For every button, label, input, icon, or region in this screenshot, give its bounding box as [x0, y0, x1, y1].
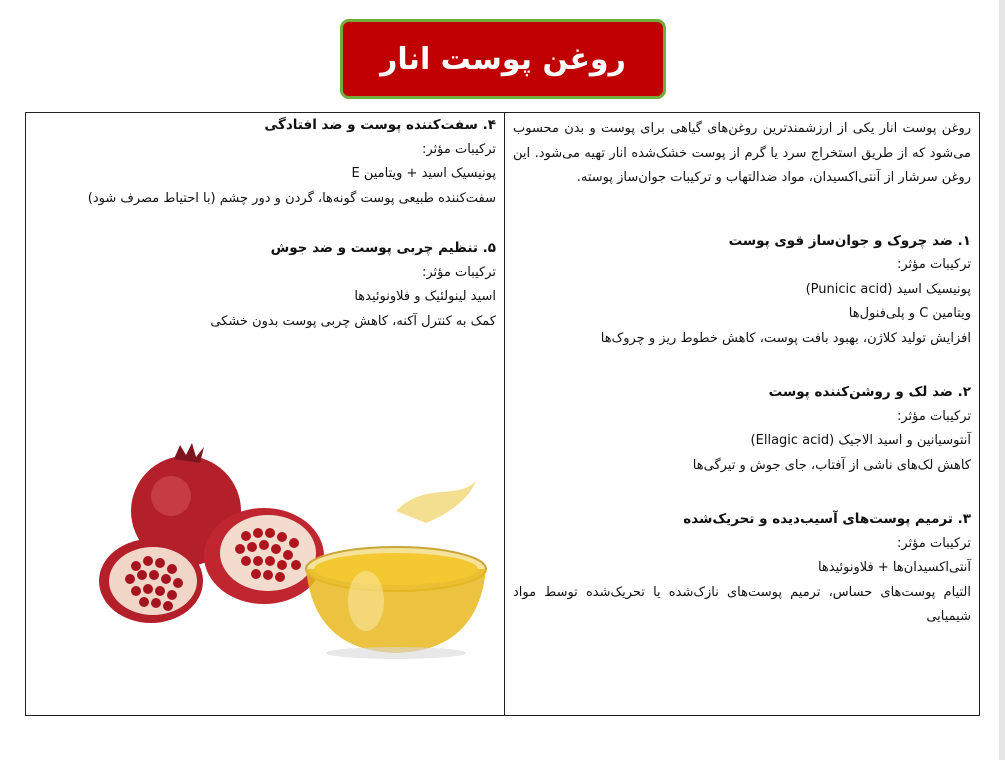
section-line: ترکیبات مؤثر:: [896, 408, 971, 424]
section-line: کاهش لک‌های ناشی از آفتاب، جای جوش و تیرگی‌ها: [692, 457, 971, 473]
section-line: التیام پوست‌های حساس، ترمیم پوست‌های نازک‌شده یا تحریک‌شده توسط مواد شیمیایی: [513, 584, 971, 624]
page-edge: [999, 0, 1005, 760]
section-line: پونیسیک اسید (Punicic acid): [805, 281, 971, 297]
section-title: ۱. ضد چروک و جوان‌ساز قوی پوست: [728, 232, 971, 249]
section-4: [34, 113, 496, 211]
section-line: سفت‌کننده طبیعی پوست گونه‌ها، گردن و دور چشم (با احتیاط مصرف شود): [87, 190, 496, 206]
section-2: [513, 380, 971, 478]
section-line: ویتامین C و پلی‌فنول‌ها: [848, 306, 971, 321]
section-title: ۴. سفت‌کننده پوست و ضد افتادگی: [264, 117, 496, 133]
half-pomegranate-left-icon: [99, 539, 203, 623]
oil-bowl-icon: [306, 481, 486, 659]
section-line: کمک به کنترل آکنه، کاهش چربی پوست بدون خشکی: [210, 313, 496, 329]
section-5: [34, 236, 496, 334]
section-line: پونیسیک اسید + ویتامین E: [351, 166, 496, 181]
section-line: آنتی‌اکسیدان‌ها + فلاونوئیدها: [817, 560, 971, 575]
content-table: [25, 112, 980, 716]
section-3: [513, 507, 971, 630]
right-column: [504, 113, 979, 715]
left-column: [26, 113, 504, 715]
half-pomegranate-right-icon: [204, 508, 324, 604]
section-line: اسید لینولئیک و فلاونوئیدها: [354, 289, 496, 304]
section-line: ترکیبات مؤثر:: [896, 257, 971, 272]
section-line: افزایش تولید کلاژن، بهبود بافت پوست، کاهش خطوط ریز و چروک‌ها: [600, 330, 971, 346]
section-title: ۳. ترمیم پوست‌های آسیب‌دیده و تحریک‌شده: [683, 511, 971, 527]
intro-paragraph: روغن پوست انار یکی از ارزشمندترین روغن‌های گیاهی برای پوست و بدن محسوب می‌شود که از طریق استخراج سرد یا گرم از پوست خشک‌شده انار تهیه می‌شود. این روغن سرشار از آنتی‌اکسیدان، مواد ضدالتهاب و ترکیبات جوان‌ساز پوسته.: [513, 121, 971, 185]
section-line: ترکیبات مؤثر:: [896, 535, 971, 551]
section-1: [513, 229, 971, 352]
section-title: ۲. ضد لک و روشن‌کننده پوست: [768, 384, 971, 400]
pomegranate-oil-image: [96, 441, 496, 661]
page-title: روغن پوست انار: [380, 41, 626, 77]
title-banner: [340, 19, 666, 99]
section-line: آنتوسیانین و اسید الاجیک (Ellagic acid): [750, 433, 971, 448]
section-line: ترکیبات مؤثر:: [421, 141, 496, 157]
section-line: ترکیبات مؤثر:: [421, 264, 496, 280]
section-title: ۵. تنظیم چربی پوست و ضد جوش: [270, 240, 496, 256]
